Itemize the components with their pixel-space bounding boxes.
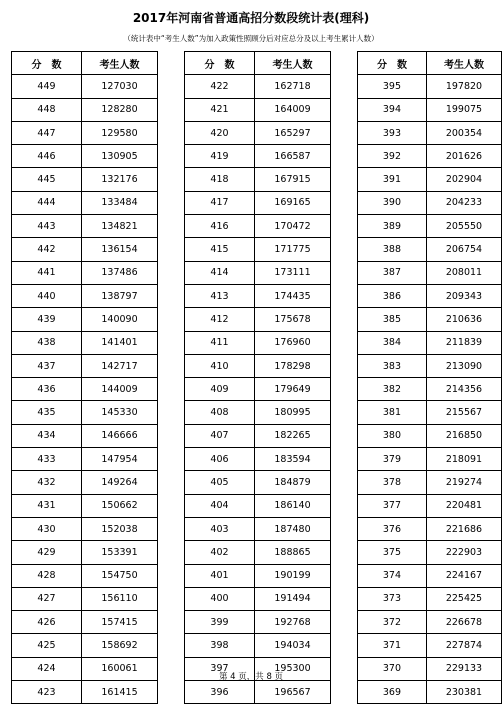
table-row: [12, 191, 158, 214]
table-row: [185, 401, 331, 424]
count-header: 考生人数: [255, 52, 331, 75]
score-cell: 408: [185, 401, 255, 424]
score-cell: 369: [358, 681, 427, 704]
score-cell: 383: [358, 354, 427, 377]
count-cell: 186140: [255, 494, 331, 517]
count-cell: 209343: [426, 284, 501, 307]
score-cell: 419: [185, 145, 255, 168]
count-header: 考生人数: [82, 52, 158, 75]
table-row: [185, 284, 331, 307]
table-row: [185, 121, 331, 144]
count-cell: 214356: [426, 378, 501, 401]
count-cell: 157415: [82, 611, 158, 634]
count-cell: 184879: [255, 471, 331, 494]
count-cell: 213090: [426, 354, 501, 377]
score-cell: 399: [185, 611, 255, 634]
score-cell: 437: [12, 354, 82, 377]
count-cell: 190199: [255, 564, 331, 587]
count-cell: 195300: [255, 657, 331, 680]
score-header: 分 数: [358, 52, 427, 75]
score-cell: 433: [12, 448, 82, 471]
table-row: [12, 401, 158, 424]
score-cell: 434: [12, 424, 82, 447]
count-cell: 138797: [82, 284, 158, 307]
table-row: [12, 378, 158, 401]
score-cell: 374: [358, 564, 427, 587]
table-row: [185, 541, 331, 564]
table-row: [12, 98, 158, 121]
score-cell: 447: [12, 121, 82, 144]
table-row: [185, 354, 331, 377]
table-row: [12, 261, 158, 284]
score-cell: 435: [12, 401, 82, 424]
count-cell: 146666: [82, 424, 158, 447]
table-row: [358, 121, 502, 144]
table-row: [185, 98, 331, 121]
table-row: [358, 145, 502, 168]
table-header-row: [12, 52, 158, 75]
score-cell: 422: [185, 75, 255, 98]
score-cell: 380: [358, 424, 427, 447]
score-cell: 385: [358, 308, 427, 331]
table-row: [358, 517, 502, 540]
score-cell: 418: [185, 168, 255, 191]
table-row: [358, 448, 502, 471]
score-cell: 448: [12, 98, 82, 121]
count-cell: 220481: [426, 494, 501, 517]
table-row: [185, 681, 331, 704]
score-cell: 420: [185, 121, 255, 144]
table-row: [358, 401, 502, 424]
score-cell: 440: [12, 284, 82, 307]
count-cell: 173111: [255, 261, 331, 284]
count-cell: 137486: [82, 261, 158, 284]
table-row: [358, 424, 502, 447]
table-row: [12, 448, 158, 471]
score-cell: 390: [358, 191, 427, 214]
score-header: 分 数: [12, 52, 82, 75]
table-row: [358, 541, 502, 564]
table-row: [185, 308, 331, 331]
count-cell: 227874: [426, 634, 501, 657]
score-cell: 396: [185, 681, 255, 704]
count-cell: 180995: [255, 401, 331, 424]
count-cell: 176960: [255, 331, 331, 354]
count-cell: 134821: [82, 215, 158, 238]
count-cell: 167915: [255, 168, 331, 191]
score-cell: 402: [185, 541, 255, 564]
score-cell: 381: [358, 401, 427, 424]
page-title: 2017年河南省普通高招分数段统计表(理科): [132, 11, 370, 25]
count-cell: 175678: [255, 308, 331, 331]
table-row: [358, 494, 502, 517]
table-row: [12, 611, 158, 634]
table-row: [185, 494, 331, 517]
count-cell: 153391: [82, 541, 158, 564]
table-row: [12, 494, 158, 517]
score-cell: 388: [358, 238, 427, 261]
score-cell: 371: [358, 634, 427, 657]
table-row: [12, 634, 158, 657]
score-cell: 386: [358, 284, 427, 307]
count-cell: 230381: [426, 681, 501, 704]
score-cell: 406: [185, 448, 255, 471]
count-cell: 149264: [82, 471, 158, 494]
count-cell: 164009: [255, 98, 331, 121]
score-cell: 372: [358, 611, 427, 634]
page-footer: 第 4 页，共 8 页: [218, 672, 284, 682]
count-cell: 133484: [82, 191, 158, 214]
score-cell: 375: [358, 541, 427, 564]
table-row: [185, 517, 331, 540]
score-cell: 412: [185, 308, 255, 331]
table-row: [358, 331, 502, 354]
score-cell: 392: [358, 145, 427, 168]
table-row: [185, 331, 331, 354]
count-cell: 169165: [255, 191, 331, 214]
table-row: [185, 448, 331, 471]
score-cell: 398: [185, 634, 255, 657]
count-cell: 154750: [82, 564, 158, 587]
table-row: [358, 261, 502, 284]
score-cell: 431: [12, 494, 82, 517]
score-cell: 397: [185, 657, 255, 680]
score-cell: 428: [12, 564, 82, 587]
count-cell: 192768: [255, 611, 331, 634]
score-cell: 389: [358, 215, 427, 238]
table-row: [358, 215, 502, 238]
count-cell: 136154: [82, 238, 158, 261]
count-cell: 142717: [82, 354, 158, 377]
score-cell: 425: [12, 634, 82, 657]
table-row: [12, 354, 158, 377]
score-cell: 409: [185, 378, 255, 401]
count-cell: 187480: [255, 517, 331, 540]
count-cell: 171775: [255, 238, 331, 261]
count-cell: 130905: [82, 145, 158, 168]
score-cell: 429: [12, 541, 82, 564]
table-row: [358, 98, 502, 121]
score-cell: 441: [12, 261, 82, 284]
count-cell: 208011: [426, 261, 501, 284]
table-header-row: [358, 52, 502, 75]
table-row: [185, 378, 331, 401]
table-row: [12, 145, 158, 168]
count-cell: 132176: [82, 168, 158, 191]
count-cell: 128280: [82, 98, 158, 121]
table-row: [358, 471, 502, 494]
count-cell: 156110: [82, 587, 158, 610]
score-cell: 411: [185, 331, 255, 354]
table-row: [358, 238, 502, 261]
score-cell: 417: [185, 191, 255, 214]
score-cell: 423: [12, 681, 82, 704]
count-cell: 219274: [426, 471, 501, 494]
score-cell: 414: [185, 261, 255, 284]
table-header-row: [185, 52, 331, 75]
count-cell: 162718: [255, 75, 331, 98]
table-row: [12, 681, 158, 704]
count-cell: 129580: [82, 121, 158, 144]
table-row: [358, 378, 502, 401]
count-cell: 221686: [426, 517, 501, 540]
score-cell: 413: [185, 284, 255, 307]
count-cell: 152038: [82, 517, 158, 540]
count-cell: 201626: [426, 145, 501, 168]
count-cell: 229133: [426, 657, 501, 680]
score-cell: 421: [185, 98, 255, 121]
count-cell: 178298: [255, 354, 331, 377]
score-cell: 438: [12, 331, 82, 354]
table-row: [12, 331, 158, 354]
score-cell: 426: [12, 611, 82, 634]
count-cell: 165297: [255, 121, 331, 144]
count-cell: 183594: [255, 448, 331, 471]
table-row: [12, 471, 158, 494]
page-subtitle: （统计表中“考生人数”为加入政策性照顾分后对应总分及以上考生累计人数）: [123, 34, 379, 43]
score-table-2: [184, 51, 331, 704]
table-row: [185, 634, 331, 657]
count-cell: 170472: [255, 215, 331, 238]
count-cell: 197820: [426, 75, 501, 98]
table-row: [185, 238, 331, 261]
table-row: [185, 261, 331, 284]
count-cell: 211839: [426, 331, 501, 354]
table-row: [12, 564, 158, 587]
table-row: [185, 424, 331, 447]
count-cell: 147954: [82, 448, 158, 471]
table-row: [358, 611, 502, 634]
score-cell: 379: [358, 448, 427, 471]
count-cell: 188865: [255, 541, 331, 564]
count-cell: 218091: [426, 448, 501, 471]
count-cell: 216850: [426, 424, 501, 447]
table-row: [185, 75, 331, 98]
score-cell: 449: [12, 75, 82, 98]
count-cell: 150662: [82, 494, 158, 517]
score-cell: 393: [358, 121, 427, 144]
count-cell: 191494: [255, 587, 331, 610]
count-cell: 140090: [82, 308, 158, 331]
score-cell: 424: [12, 657, 82, 680]
score-cell: 403: [185, 517, 255, 540]
score-cell: 376: [358, 517, 427, 540]
score-cell: 430: [12, 517, 82, 540]
table-row: [12, 215, 158, 238]
score-cell: 446: [12, 145, 82, 168]
count-header: 考生人数: [426, 52, 501, 75]
score-cell: 395: [358, 75, 427, 98]
score-cell: 416: [185, 215, 255, 238]
table-row: [358, 564, 502, 587]
count-cell: 182265: [255, 424, 331, 447]
score-cell: 370: [358, 657, 427, 680]
score-cell: 404: [185, 494, 255, 517]
count-cell: 225425: [426, 587, 501, 610]
score-cell: 377: [358, 494, 427, 517]
score-cell: 401: [185, 564, 255, 587]
table-row: [185, 611, 331, 634]
table-row: [12, 517, 158, 540]
score-cell: 400: [185, 587, 255, 610]
count-cell: 224167: [426, 564, 501, 587]
table-row: [12, 75, 158, 98]
score-table-3: [357, 51, 502, 704]
count-cell: 202904: [426, 168, 501, 191]
count-cell: 141401: [82, 331, 158, 354]
table-row: [185, 145, 331, 168]
table-row: [185, 168, 331, 191]
table-row: [12, 587, 158, 610]
score-cell: 415: [185, 238, 255, 261]
score-cell: 407: [185, 424, 255, 447]
score-cell: 378: [358, 471, 427, 494]
table-row: [358, 168, 502, 191]
count-cell: 199075: [426, 98, 501, 121]
table-row: [358, 284, 502, 307]
table-row: [12, 238, 158, 261]
table-row: [12, 284, 158, 307]
table-row: [12, 168, 158, 191]
count-cell: 200354: [426, 121, 501, 144]
table-row: [12, 424, 158, 447]
score-cell: 405: [185, 471, 255, 494]
count-cell: 158692: [82, 634, 158, 657]
score-cell: 445: [12, 168, 82, 191]
table-row: [12, 308, 158, 331]
count-cell: 144009: [82, 378, 158, 401]
score-cell: 410: [185, 354, 255, 377]
count-cell: 161415: [82, 681, 158, 704]
score-table-1: [11, 51, 158, 704]
count-cell: 179649: [255, 378, 331, 401]
table-row: [185, 191, 331, 214]
score-cell: 444: [12, 191, 82, 214]
table-row: [12, 121, 158, 144]
count-cell: 204233: [426, 191, 501, 214]
count-cell: 127030: [82, 75, 158, 98]
count-cell: 222903: [426, 541, 501, 564]
count-cell: 194034: [255, 634, 331, 657]
score-cell: 384: [358, 331, 427, 354]
score-header: 分 数: [185, 52, 255, 75]
count-cell: 196567: [255, 681, 331, 704]
table-row: [185, 471, 331, 494]
score-cell: 443: [12, 215, 82, 238]
score-cell: 436: [12, 378, 82, 401]
count-cell: 166587: [255, 145, 331, 168]
table-row: [358, 191, 502, 214]
table-row: [358, 75, 502, 98]
score-cell: 387: [358, 261, 427, 284]
score-cell: 439: [12, 308, 82, 331]
count-cell: 226678: [426, 611, 501, 634]
table-row: [358, 308, 502, 331]
count-cell: 210636: [426, 308, 501, 331]
score-cell: 427: [12, 587, 82, 610]
count-cell: 206754: [426, 238, 501, 261]
score-cell: 394: [358, 98, 427, 121]
table-row: [185, 215, 331, 238]
score-cell: 391: [358, 168, 427, 191]
score-cell: 432: [12, 471, 82, 494]
count-cell: 205550: [426, 215, 501, 238]
table-row: [358, 587, 502, 610]
table-row: [358, 634, 502, 657]
table-row: [185, 564, 331, 587]
table-row: [185, 587, 331, 610]
count-cell: 174435: [255, 284, 331, 307]
count-cell: 145330: [82, 401, 158, 424]
score-cell: 442: [12, 238, 82, 261]
table-row: [358, 354, 502, 377]
count-cell: 160061: [82, 657, 158, 680]
table-row: [12, 541, 158, 564]
score-cell: 373: [358, 587, 427, 610]
count-cell: 215567: [426, 401, 501, 424]
table-row: [358, 681, 502, 704]
score-cell: 382: [358, 378, 427, 401]
